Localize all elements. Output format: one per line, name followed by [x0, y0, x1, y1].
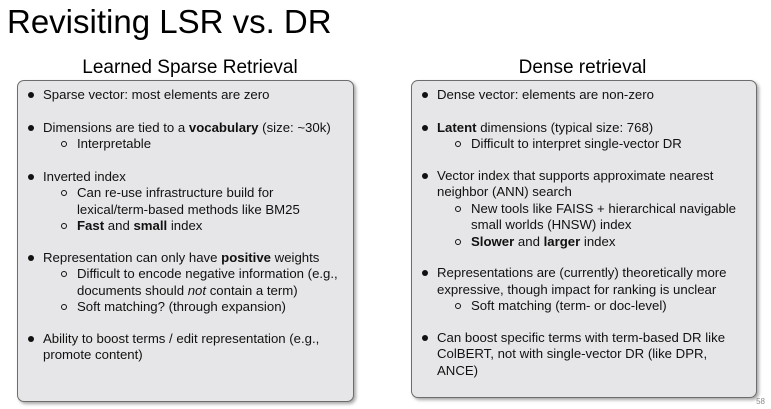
lsr-subbullet-text: Interpretable	[77, 136, 152, 151]
dr-bullet-text: Representations are (currently) theoretically more expressive, though impact for ranking is unclear	[437, 265, 727, 297]
dr-bullet-list	[420, 87, 750, 379]
lsr-subbullet-text: contain a term)	[206, 282, 298, 298]
lsr-subbullet-reuse	[43, 185, 347, 218]
lsr-bullet-text: (size: ~30k)	[258, 119, 331, 135]
lsr-subbullet-negative-info	[43, 266, 347, 299]
lsr-subbullet-text: Can re-use infrastructure build for lexical/term-based methods like BM25	[77, 185, 300, 217]
lsr-bullet-text: Sparse vector: most elements are zero	[43, 87, 270, 102]
lsr-subbullet-text: Difficult to encode negative information (e.g., documents should	[77, 266, 338, 298]
lsr-box	[17, 80, 354, 402]
lsr-bullet-inverted-index	[26, 169, 347, 235]
lsr-subbullet-soft-matching	[43, 299, 347, 316]
lsr-bullet-text: Dimensions are tied to a	[43, 119, 189, 135]
dr-subbullet-text: New tools like FAISS + hierarchical navigable small worlds (HNSW) index	[471, 200, 736, 232]
lsr-bold-fast: Fast	[77, 218, 105, 233]
dr-bullet-representations	[420, 265, 750, 315]
lsr-subbullet-interpretable	[43, 136, 347, 153]
dr-subbullet-interpret	[437, 136, 750, 153]
lsr-subbullet-text: and	[104, 218, 134, 233]
lsr-italic-not: not	[187, 282, 207, 298]
lsr-bullet-list	[26, 87, 347, 364]
dr-bullet-text: Can boost specific terms with term-based DR like ColBERT, not with single-vector DR (like DPR, ANCE)	[437, 329, 726, 378]
dr-bullet-text: Vector index that supports approximate nearest neighbor (ANN) search	[437, 167, 714, 199]
lsr-bold-small: small	[133, 218, 168, 233]
lsr-subbullet-text: index	[167, 218, 203, 233]
dr-bold-latent: Latent	[437, 119, 477, 135]
lsr-bullet-boost-terms	[26, 331, 347, 364]
lsr-bullet-text: Inverted index	[43, 168, 126, 184]
lsr-bold-positive: positive	[221, 249, 271, 265]
dr-subbullet-text: Soft matching (term- or doc-level)	[471, 298, 667, 313]
dr-bullet-latent	[420, 120, 750, 153]
dr-bold-slower: Slower	[471, 233, 515, 249]
dr-subbullet-slower-larger	[437, 234, 736, 251]
dr-subbullet-text: Difficult to interpret single-vector DR	[471, 136, 682, 151]
dr-bullet-boost-terms	[420, 330, 750, 380]
dr-subbullet-text: index	[580, 233, 616, 249]
slide-title: Revisiting LSR vs. DR	[7, 3, 332, 40]
lsr-subbullet-text: Soft matching? (through expansion)	[77, 299, 286, 314]
dr-box	[411, 80, 757, 398]
page-number: 58	[756, 397, 765, 406]
lsr-bullet-positive-weights	[26, 250, 347, 316]
dr-subbullet-text: and	[514, 233, 544, 249]
lsr-subbullet-fast-small	[43, 218, 347, 235]
lsr-bullet-sparse	[26, 87, 347, 104]
lsr-bullet-dimensions	[26, 120, 347, 153]
dr-heading: Dense retrieval	[518, 57, 647, 78]
dr-bullet-vector-index	[420, 168, 750, 251]
dr-subbullet-faiss	[437, 201, 736, 234]
dr-bold-larger: larger	[543, 233, 581, 249]
dr-subbullet-soft-matching	[437, 298, 744, 315]
lsr-bold-vocabulary: vocabulary	[188, 119, 259, 135]
lsr-bullet-text: weights	[271, 249, 320, 265]
dr-bullet-text: Dense vector: elements are non-zero	[437, 87, 654, 102]
lsr-bullet-text: Representation can only have	[43, 249, 222, 265]
dr-bullet-dense	[420, 87, 750, 104]
lsr-bullet-text: Ability to boost terms / edit representation (e.g., promote content)	[43, 330, 320, 362]
dr-bullet-text: dimensions (typical size: 768)	[476, 119, 654, 135]
lsr-heading: Learned Sparse Retrieval	[82, 57, 298, 78]
